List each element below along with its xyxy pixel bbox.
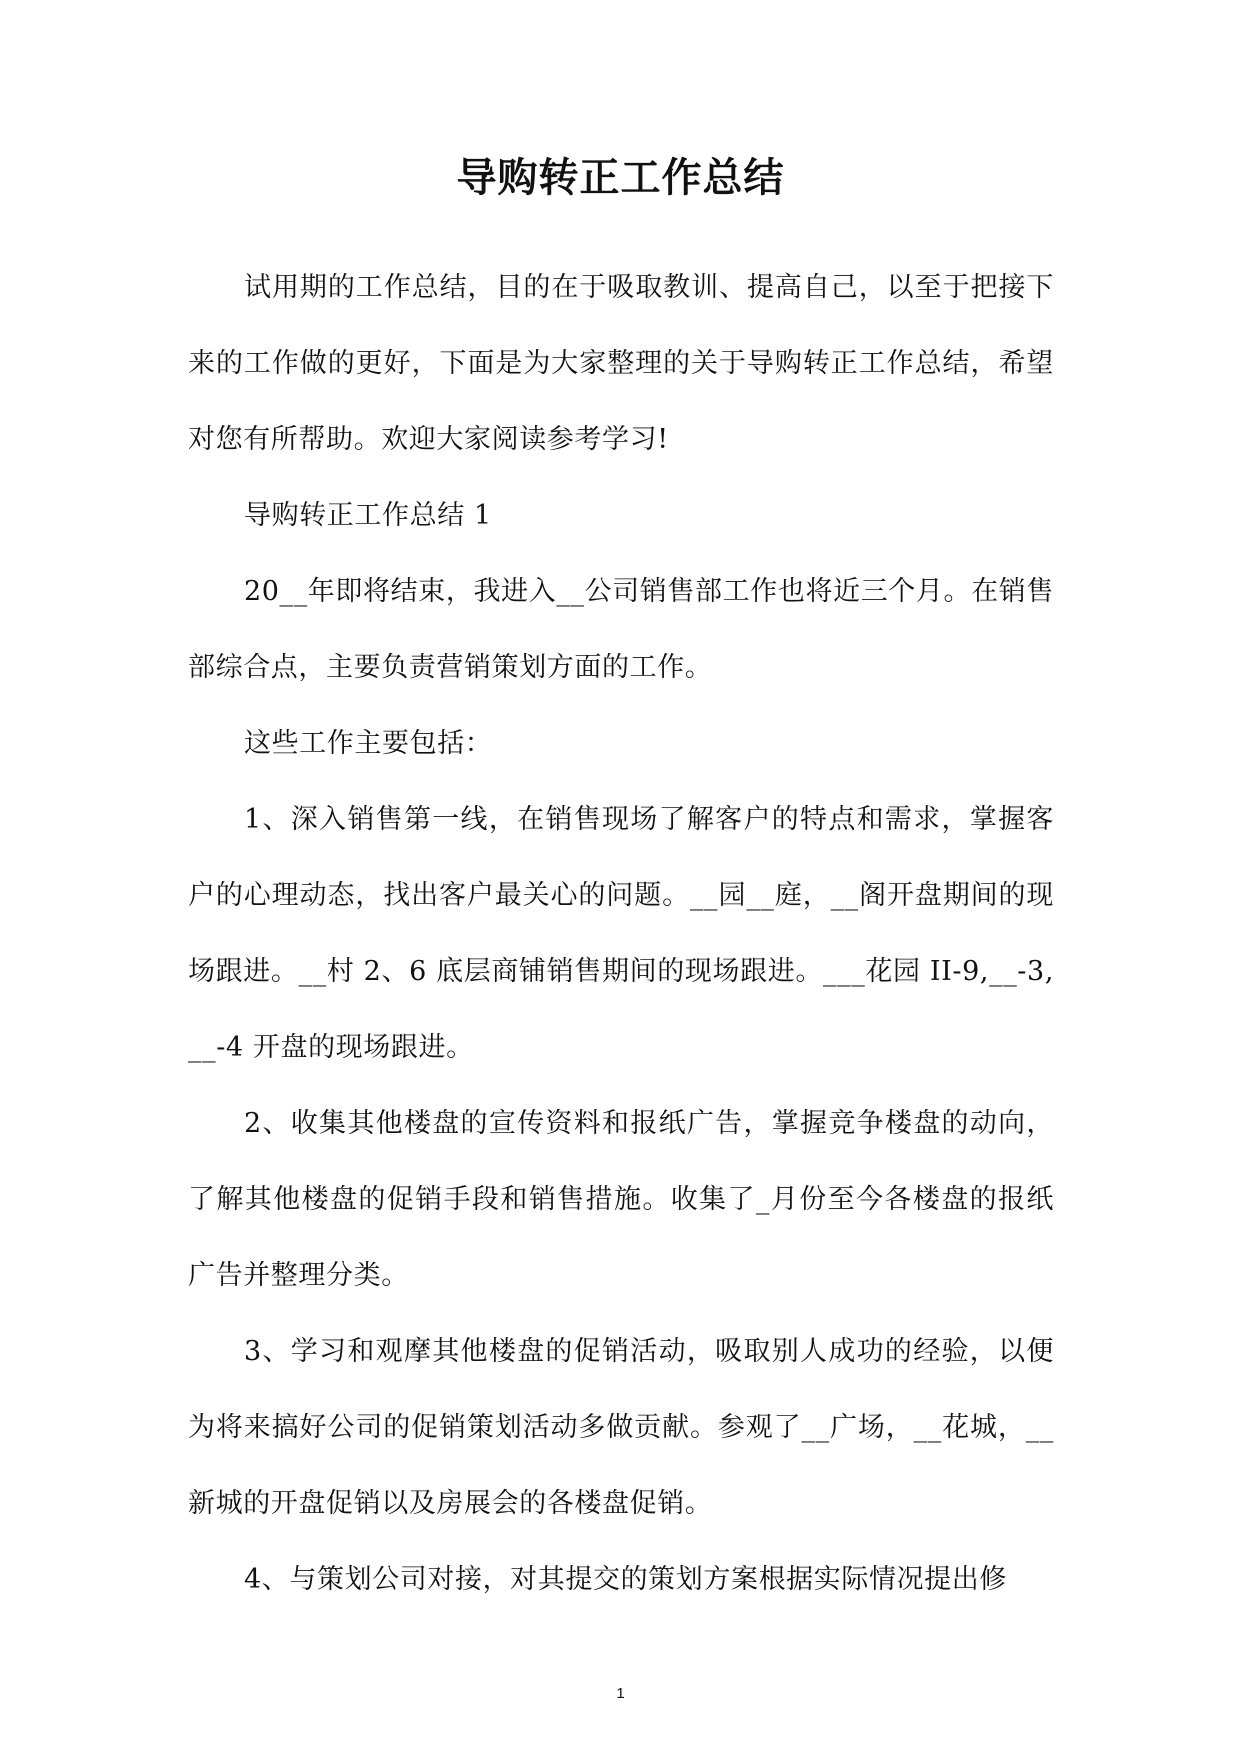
paragraph: 20__年即将结束，我进入__公司销售部工作也将近三个月。在销售部综合点，主要负责营销策划方面的工作。	[188, 576, 1054, 683]
list-item: 2、收集其他楼盘的宣传资料和报纸广告，掌握竞争楼盘的动向，了解其他楼盘的促销手段和销售措施。收集了_月份至今各楼盘的报纸广告并整理分类。	[188, 1108, 1054, 1291]
document-title: 导购转正工作总结	[456, 154, 785, 201]
page-number: 1	[616, 1685, 625, 1702]
paragraph-intro: 试用期的工作总结，目的在于吸取教训、提高自己，以至于把接下来的工作做的更好，下面是为大家整理的关于导购转正工作总结，希望对您有所帮助。欢迎大家阅读参考学习!	[188, 272, 1054, 455]
list-item: 1、深入销售第一线，在销售现场了解客户的特点和需求，掌握客户的心理动态，找出客户最关心的问题。__园__庭，__阁开盘期间的现场跟进。__村 2、6 底层商铺销售期间的现场跟进。___花园 II-9,__-3,__-4 开盘的现场跟进。	[188, 804, 1054, 1063]
list-item: 4、与策划公司对接，对其提交的策划方案根据实际情况提出修	[244, 1564, 1007, 1595]
paragraph: 这些工作主要包括：	[244, 728, 493, 759]
document-body	[188, 250, 1054, 1618]
list-item: 3、学习和观摩其他楼盘的促销活动，吸取别人成功的经验，以便为将来搞好公司的促销策划活动多做贡献。参观了__广场，__花城，__新城的开盘促销以及房展会的各楼盘促销。	[188, 1336, 1054, 1519]
section-heading: 导购转正工作总结 1	[244, 500, 492, 531]
